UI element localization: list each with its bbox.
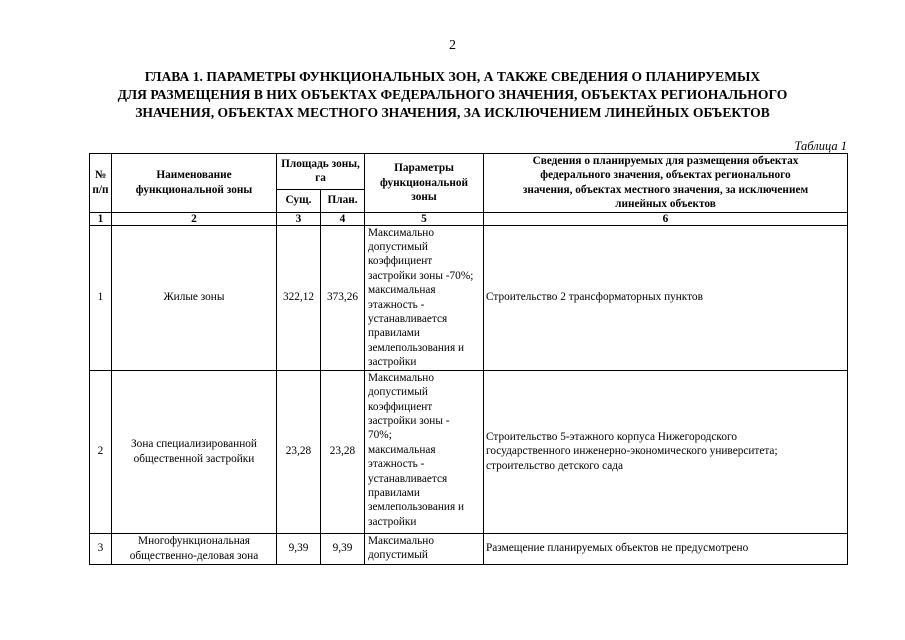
planned-objects-line: государственного инженерно-экономического университета; — [486, 445, 778, 458]
heading-line-1: ГЛАВА 1. ПАРАМЕТРЫ ФУНКЦИОНАЛЬНЫХ ЗОН, А ТАКЖЕ СВЕДЕНИЯ О ПЛАНИРУЕМЫХ — [144, 69, 761, 84]
param-line: застройки — [368, 356, 417, 369]
zone-params — [365, 225, 484, 370]
zone-name-line: Жилые зоны — [163, 291, 225, 304]
heading-line-2: ДЛЯ РАЗМЕЩЕНИЯ В НИХ ОБЪЕКТАХ ФЕДЕРАЛЬНОГО ЗНАЧЕНИЯ, ОБЪЕКТАХ РЕГИОНАЛЬНОГО — [117, 87, 788, 102]
column-number: 4 — [321, 212, 365, 225]
planned-objects-line: Строительство 2 трансформаторных пунктов — [486, 291, 703, 304]
area-current: 23,28 — [277, 370, 321, 533]
zones-table — [89, 153, 848, 565]
param-line: коэффициент — [368, 255, 433, 268]
param-line: максимальная — [368, 443, 436, 456]
param-line: допустимый — [368, 549, 428, 562]
page-number: 2 — [449, 38, 456, 53]
planned-objects — [484, 370, 848, 533]
zone-name — [112, 225, 277, 370]
zone-name — [112, 370, 277, 533]
table-caption: Таблица 1 — [794, 139, 847, 153]
table-row — [90, 533, 848, 564]
param-line: застройки зоны - — [368, 414, 450, 427]
area-planned: 373,26 — [321, 225, 365, 370]
area-current: 322,12 — [277, 225, 321, 370]
row-number: 3 — [90, 533, 112, 564]
column-number: 5 — [365, 212, 484, 225]
column-number: 2 — [112, 212, 277, 225]
param-line: Максимально — [368, 534, 434, 547]
param-line: правилами — [368, 327, 420, 340]
header-num: № п/п — [90, 154, 112, 213]
table-row — [90, 370, 848, 533]
zone-params — [365, 533, 484, 564]
param-line: землепользования и — [368, 341, 465, 354]
chapter-heading — [40, 68, 865, 122]
param-line: допустимый — [368, 241, 428, 254]
heading-line-3: ЗНАЧЕНИЯ, ОБЪЕКТАХ МЕСТНОГО ЗНАЧЕНИЯ, ЗА ИСКЛЮЧЕНИЕМ ЛИНЕЙНЫХ ОБЪЕКТОВ — [135, 105, 770, 120]
param-line: Максимально — [368, 371, 434, 384]
param-line: устанавливается — [368, 472, 448, 485]
row-number: 1 — [90, 225, 112, 370]
param-line: землепользования и — [368, 501, 465, 514]
area-planned: 23,28 — [321, 370, 365, 533]
param-line: устанавливается — [368, 313, 448, 326]
header-area-planned: План. — [321, 189, 365, 212]
zone-name-line: общественной застройки — [133, 452, 255, 465]
table-row — [90, 225, 848, 370]
area-current: 9,39 — [277, 533, 321, 564]
planned-objects — [484, 225, 848, 370]
param-line: этажность - — [368, 458, 425, 471]
header-params: Параметры функциональной зоны — [365, 154, 484, 213]
zone-name-line: Зона специализированной — [131, 438, 257, 451]
column-number: 6 — [484, 212, 848, 225]
param-line: застройки — [368, 515, 417, 528]
row-number: 2 — [90, 370, 112, 533]
param-line: застройки зоны -70%; — [368, 269, 474, 282]
area-planned: 9,39 — [321, 533, 365, 564]
header-planned-objects: Сведения о планируемых для размещения объектах федерального значения, объектах регионального значения, объектах местного значения, за исключением линейных объектов — [484, 154, 848, 213]
param-line: допустимый — [368, 386, 428, 399]
planned-objects-line: Размещение планируемых объектов не предусмотрено — [486, 542, 749, 555]
planned-objects-line: строительство детского сада — [486, 459, 624, 472]
param-line: 70%; — [368, 429, 392, 442]
param-line: правилами — [368, 486, 420, 499]
param-line: максимальная — [368, 284, 436, 297]
header-area-current: Сущ. — [277, 189, 321, 212]
param-line: этажность - — [368, 298, 425, 311]
zone-name-line: общественно-деловая зона — [129, 549, 259, 562]
column-number: 3 — [277, 212, 321, 225]
zone-name-line: Многофункциональная — [138, 535, 250, 548]
planned-objects — [484, 533, 848, 564]
column-number: 1 — [90, 212, 112, 225]
planned-objects-line: Строительство 5-этажного корпуса Нижегородского — [486, 431, 737, 444]
zone-name — [112, 533, 277, 564]
header-zone-name: Наименование функциональной зоны — [112, 154, 277, 213]
header-area: Площадь зоны, га — [277, 154, 365, 190]
param-line: коэффициент — [368, 400, 433, 413]
param-line: Максимально — [368, 226, 434, 239]
zone-params — [365, 370, 484, 533]
